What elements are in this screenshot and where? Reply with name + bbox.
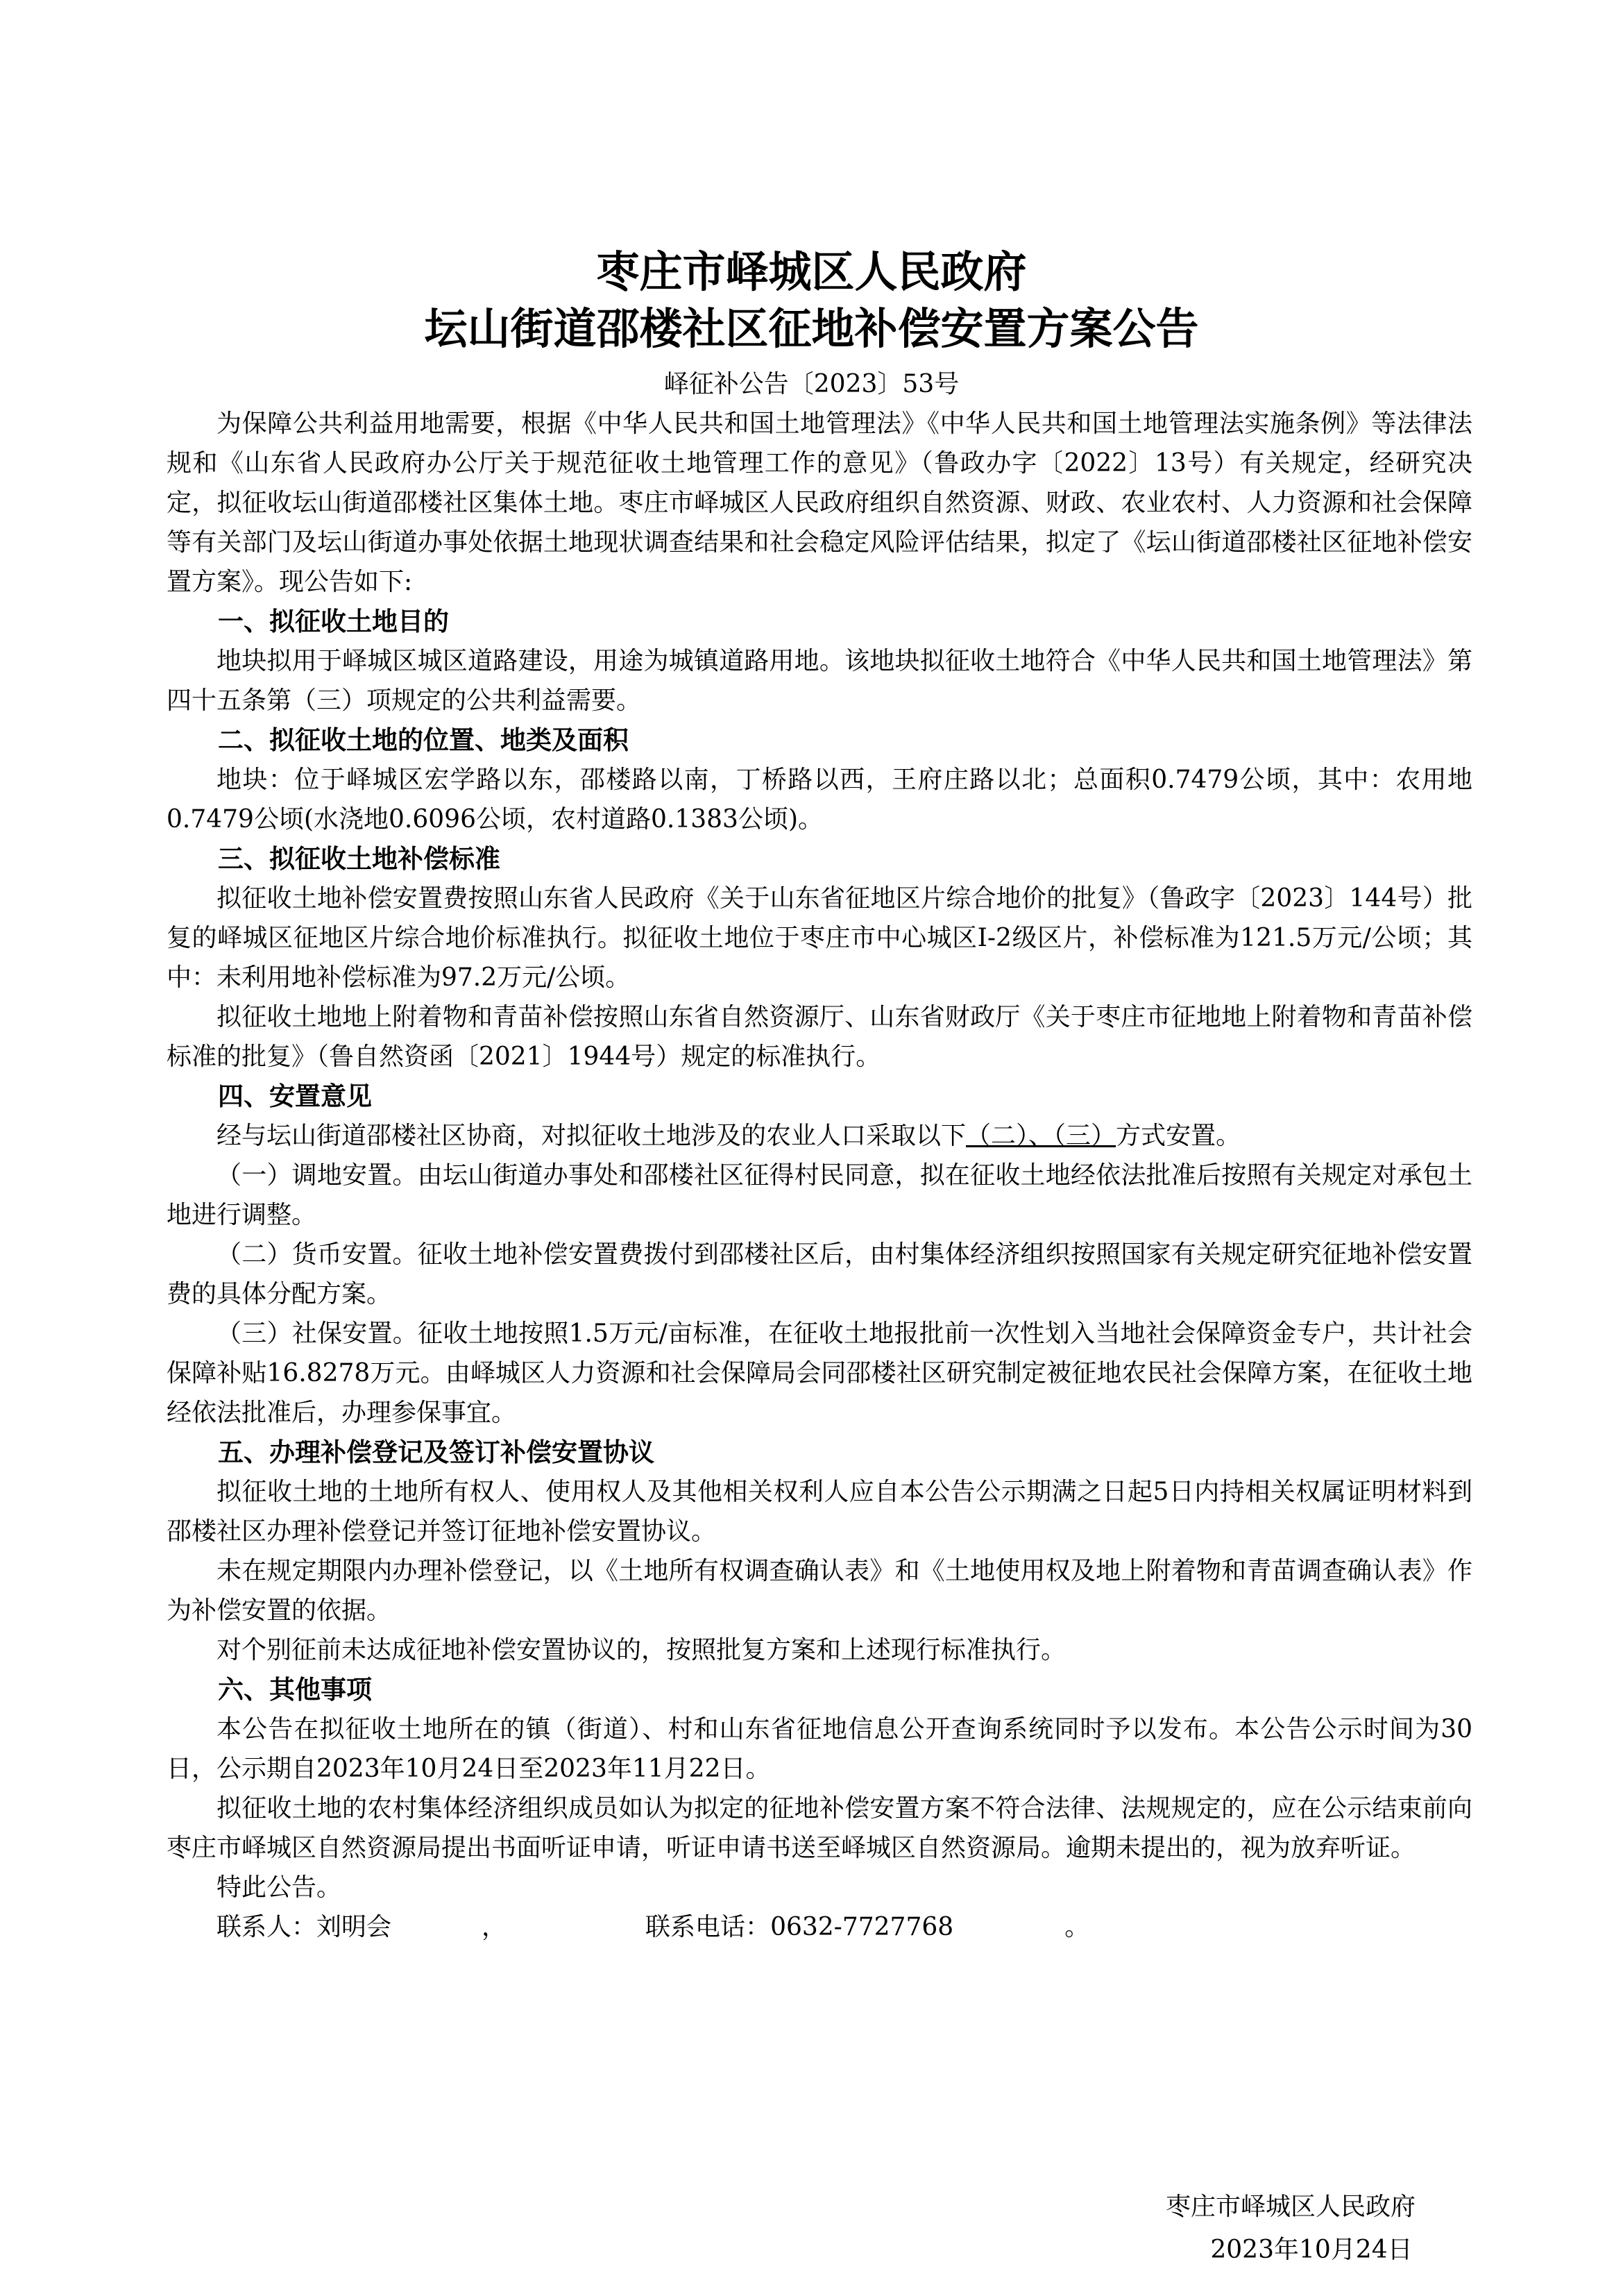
contact-person-label: 联系人：: [216, 1913, 317, 1941]
document-title-line2: 坛山街道邵楼社区征地补偿安置方案公告: [424, 303, 1199, 354]
section-4-paragraph-4: （三）社保安置。征收土地按照1.5万元/亩标准，在征收土地报批前一次性划入当地社会保障资金专户，共计社会保障补贴16.8278万元。由峄城区人力资源和社会保障局会同邵楼社区研究制定被征地农民社会保障方案，在征收土地经依法批准后，办理参保事宜。: [167, 1319, 1472, 1427]
section-6-heading: 六、其他事项: [218, 1675, 372, 1705]
contact-person: 刘明会: [316, 1913, 392, 1941]
contact-comma: ，: [482, 1913, 507, 1941]
section-2-paragraph: 地块：位于峄城区宏学路以东，邵楼路以南，丁桥路以西，王府庄路以北；总面积0.7479公顷，其中：农用地0.7479公顷(水浇地0.6096公顷，农村道路0.1383公顷)。: [167, 766, 1472, 834]
section-3-paragraph-1: 拟征收土地补偿安置费按照山东省人民政府《关于山东省征地区片综合地价的批复》（鲁政字〔2023〕144号）批复的峄城区征地区片综合地价标准执行。拟征收土地位于枣庄市中心城区I-2级区片，补偿标准为121.5万元/公顷；其中：未利用地补偿标准为97.2万元/公顷。: [167, 884, 1472, 992]
section-4-text-post: 方式安置。: [1116, 1122, 1241, 1150]
section-3-paragraph-2: 拟征收土地地上附着物和青苗补偿按照山东省自然资源厅、山东省财政厅《关于枣庄市征地地上附着物和青苗补偿标准的批复》（鲁自然资函〔2021〕1944号）规定的标准执行。: [167, 1003, 1472, 1071]
intro-paragraph: 为保障公共利益用地需要，根据《中华人民共和国土地管理法》《中华人民共和国土地管理法实施条例》等法律法规和《山东省人民政府办公厅关于规范征收土地管理工作的意见》（鲁政办字〔2022〕13号）有关规定，经研究决定，拟征收坛山街道邵楼社区集体土地。枣庄市峄城区人民政府组织自然资源、财政、农业农村、人力资源和社会保障等有关部门及坛山街道办事处依据土地现状调查结果和社会稳定风险评估结果，拟定了《坛山街道邵楼社区征地补偿安置方案》。现公告如下:: [167, 410, 1472, 596]
section-5-heading: 五、办理补偿登记及签订补偿安置协议: [218, 1437, 654, 1467]
contact-line: [167, 1907, 1472, 1947]
section-4-paragraph-3: （二）货币安置。征收土地补偿安置费拨付到邵楼社区后，由村集体经济组织按照国家有关规定研究征地补偿安置费的具体分配方案。: [167, 1240, 1472, 1308]
signature-date: 2023年10月24日: [1210, 2236, 1413, 2264]
placement-option-3: （三）: [1053, 1122, 1116, 1150]
section-5-paragraph-2: 未在规定期限内办理补偿登记，以《土地所有权调查确认表》和《土地使用权及地上附着物和青苗调查确认表》作为补偿安置的依据。: [167, 1557, 1472, 1625]
section-1-heading: 一、拟征收土地目的: [218, 607, 449, 636]
section-4-paragraph-1: [167, 1116, 1472, 1156]
section-4-text-pre: 经与坛山街道邵楼社区协商，对拟征收土地涉及的农业人口采取以下: [216, 1122, 967, 1150]
section-5-paragraph-1: 拟征收土地的土地所有权人、使用权人及其他相关权利人应自本公告公示期满之日起5日内持相关权属证明材料到邵楼社区办理补偿登记并签订征地补偿安置协议。: [167, 1478, 1472, 1546]
document-body: [167, 404, 1472, 1947]
document-title-line1: 枣庄市峄城区人民政府: [596, 246, 1027, 297]
section-6-paragraph-2: 拟征收土地的农村集体经济组织成员如认为拟定的征地补偿安置方案不符合法律、法规规定的，应在公示结束前向枣庄市峄城区自然资源局提出书面听证申请，听证申请书送至峄城区自然资源局。逾期未提出的，视为放弃听证。: [167, 1794, 1472, 1862]
placement-separator: 、: [1028, 1122, 1054, 1150]
section-4-paragraph-2: （一）调地安置。由坛山街道办事处和邵楼社区征得村民同意，拟在征收土地经依法批准后按照有关规定对承包土地进行调整。: [167, 1161, 1472, 1229]
section-1-paragraph: 地块拟用于峄城区城区道路建设，用途为城镇道路用地。该地块拟征收土地符合《中华人民共和国土地管理法》第四十五条第（三）项规定的公共利益需要。: [167, 647, 1472, 715]
section-5-paragraph-3: 对个别征前未达成征地补偿安置协议的，按照批复方案和上述现行标准执行。: [216, 1636, 1067, 1664]
section-3-heading: 三、拟征收土地补偿标准: [218, 844, 500, 874]
section-6-paragraph-1: 本公告在拟征收土地所在的镇（街道）、村和山东省征地信息公开查询系统同时予以发布。本公告公示时间为30日，公示期自2023年10月24日至2023年11月22日。: [167, 1715, 1472, 1783]
contact-phone-label: 联系电话：: [645, 1913, 771, 1941]
signature-organization: 枣庄市峄城区人民政府: [1165, 2193, 1416, 2221]
placement-option-2: （二）: [966, 1122, 1029, 1150]
closing-text: 特此公告。: [216, 1873, 342, 1902]
document-number: 峄征补公告〔2023〕53号: [663, 370, 960, 398]
section-2-heading: 二、拟征收土地的位置、地类及面积: [218, 725, 629, 755]
section-4-heading: 四、安置意见: [218, 1081, 372, 1111]
contact-end: 。: [1064, 1913, 1090, 1941]
contact-phone: 0632-7727768: [770, 1913, 954, 1941]
